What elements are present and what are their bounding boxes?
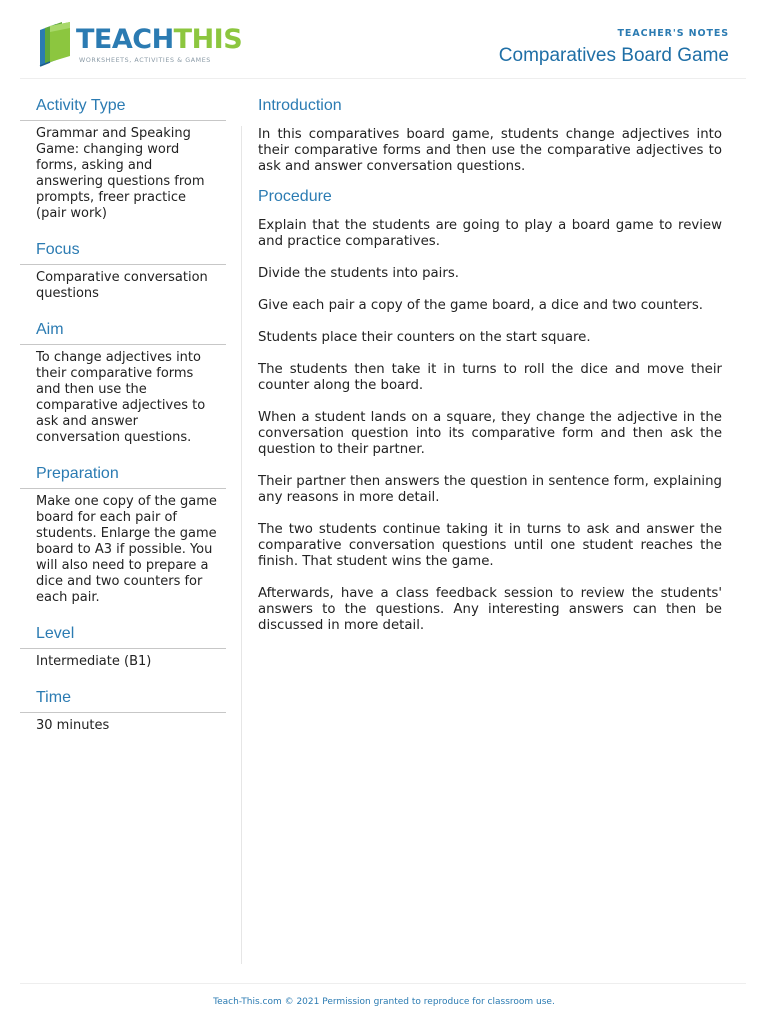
introduction-heading: Introduction [258, 97, 342, 114]
page-header [0, 0, 768, 80]
logo-word-this: THIS [173, 24, 243, 55]
copyright-footer: Teach-This.com © 2021 Permission granted to reproduce for classroom use. [213, 997, 555, 1007]
introduction-text: In this comparatives board game, students change adjectives into their comparative forms and then use the comparative adjectives to ask and answer conversation questions. [258, 127, 722, 174]
footer-divider [20, 983, 746, 984]
activity-type-heading: Activity Type [20, 96, 226, 121]
time-heading: Time [20, 688, 226, 713]
page-title: Comparatives Board Game [498, 45, 729, 66]
procedure-step: Afterwards, have a class feedback session to review the students' answers to the questions. Any interesting answers can then be discussed in more detail. [258, 586, 722, 633]
time-section [20, 688, 226, 734]
activity-type-text: Grammar and Speaking Game: changing word forms, asking and answering questions from prompts, freer practice (pair work) [36, 126, 205, 221]
level-heading: Level [20, 624, 226, 649]
aim-heading: Aim [20, 320, 226, 345]
procedure-step: Their partner then answers the question in sentence form, explaining any reasons in more detail. [258, 474, 722, 505]
focus-heading: Focus [20, 240, 226, 265]
logo-wordmark [76, 24, 242, 56]
focus-section [20, 240, 226, 302]
procedure-step: Give each pair a copy of the game board, a dice and two counters. [258, 298, 704, 313]
preparation-text: Make one copy of the game board for each pair of students. Enlarge the game board to A3 if possible. You will also need to prepare a dice and two counters for each pair. [36, 494, 217, 605]
sidebar [20, 96, 226, 752]
level-section [20, 624, 226, 670]
teach-this-logo [36, 22, 243, 70]
time-text: 30 minutes [36, 718, 110, 733]
book-logo-icon [36, 22, 76, 68]
logo-word-teach: TEACH [76, 24, 174, 55]
column-divider [241, 126, 242, 964]
procedure-heading: Procedure [258, 188, 332, 205]
procedure-step: Explain that the students are going to play a board game to review and practice comparatives. [258, 218, 722, 249]
aim-section [20, 320, 226, 446]
preparation-heading: Preparation [20, 464, 226, 489]
main-content [258, 96, 722, 650]
focus-text: Comparative conversation questions [36, 270, 208, 301]
procedure-step: The two students continue taking it in turns to ask and answer the comparative conversation questions until one student reaches the finish. That student wins the game. [258, 522, 722, 569]
procedure-step: Divide the students into pairs. [258, 266, 459, 281]
procedure-step: When a student lands on a square, they change the adjective in the conversation question into its comparative form and then ask the question to their partner. [258, 410, 722, 457]
activity-type-section [20, 96, 226, 222]
preparation-section [20, 464, 226, 606]
logo-tagline: WORKSHEETS, ACTIVITIES & GAMES [79, 57, 211, 64]
aim-text: To change adjectives into their comparative forms and then use the comparative adjectives to ask and answer conversation questions. [36, 350, 206, 445]
procedure-step: Students place their counters on the start square. [258, 330, 591, 345]
header-title-block [499, 28, 729, 68]
teachers-notes-label: TEACHER'S NOTES [617, 28, 729, 39]
header-divider [20, 78, 746, 79]
level-text: Intermediate (B1) [36, 654, 152, 669]
procedure-step: The students then take it in turns to roll the dice and move their counter along the board. [258, 362, 722, 393]
